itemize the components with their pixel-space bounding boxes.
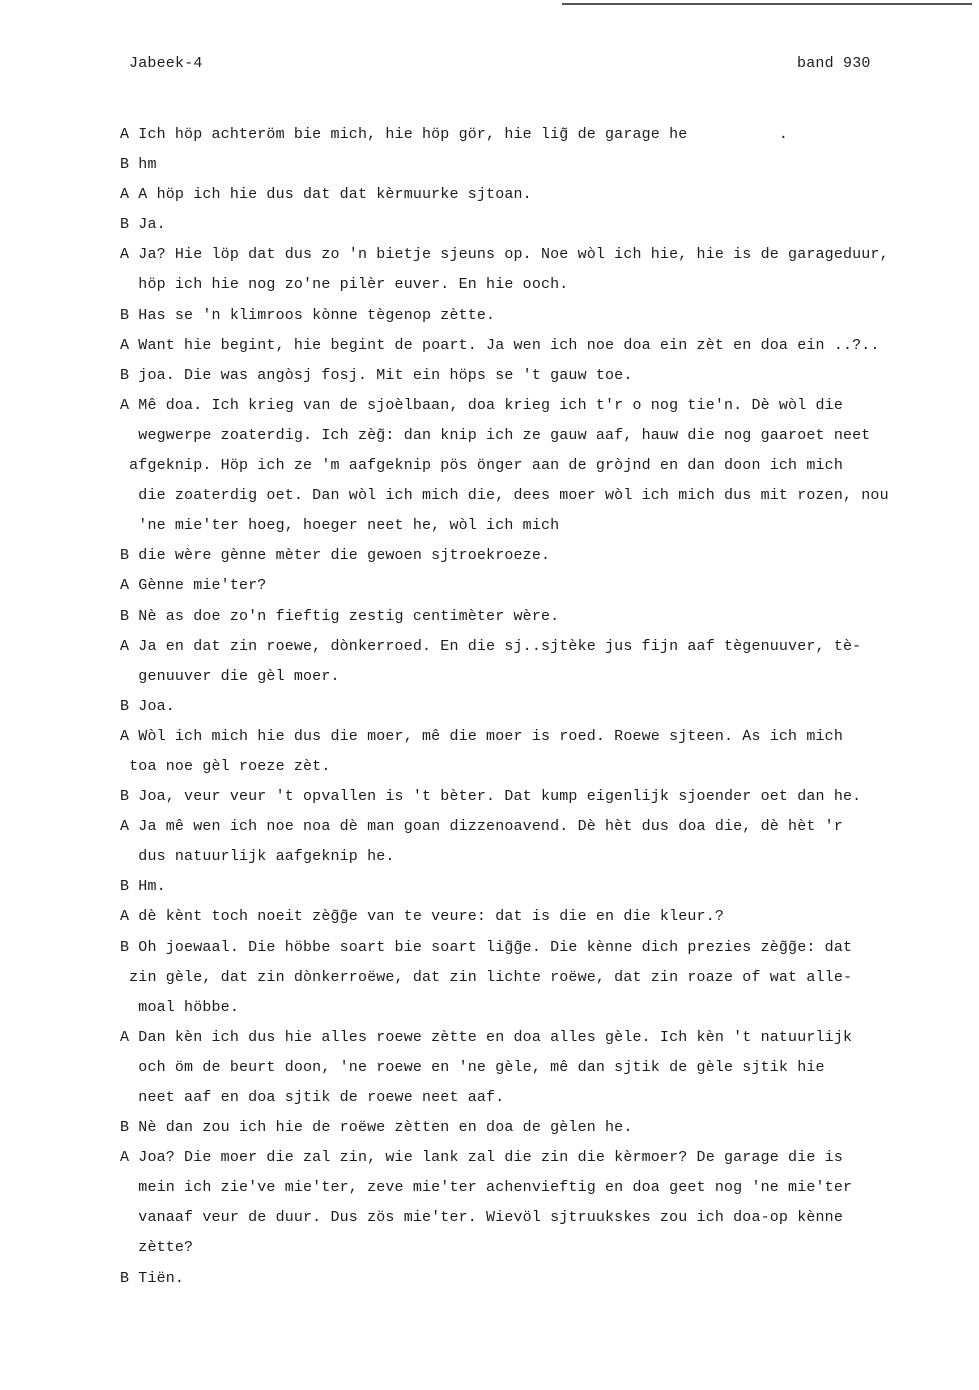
transcript-line: B joa. Die was angòsj fosj. Mit ein höps se 't gauw toe. [120, 366, 633, 384]
transcript-line: dus natuurlijk aafgeknip he. [120, 848, 395, 866]
transcript-line: B Hm. [120, 878, 166, 896]
transcript-line: zètte? [120, 1239, 194, 1257]
transcript-line: B Has se 'n klimroos kònne tègenop zètte. [120, 306, 496, 324]
document-id: Jabeek-4 [129, 55, 203, 72]
transcript-line: genuuver die gèl moer. [120, 667, 340, 685]
dialogue-transcript [120, 124, 965, 1298]
transcript-line: moal höbbe. [120, 998, 239, 1016]
top-edge-rule [562, 3, 972, 5]
transcript-line: A Ja? Hie löp dat dus zo 'n bietje sjeuns op. Noe wòl ich hie, hie is de garageduur, [120, 246, 889, 264]
transcript-line: wegwerpe zoaterdig. Ich zèg̃: dan knip ich ze gauw aaf, hauw die nog gaaroet neet [120, 426, 871, 444]
transcript-line: och öm de beurt doon, 'ne roewe en 'ne gèle, mê dan sjtik de gèle sjtik hie [120, 1058, 825, 1076]
transcript-line: mein ich zie've mie'ter, zeve mie'ter achenvieftig en doa geet nog 'ne mie'ter [120, 1179, 853, 1197]
transcript-line: A Ich höp achteröm bie mich, hie höp gör, hie lig̃ de garage he . [120, 126, 789, 143]
transcript-line: toa noe gèl roeze zèt. [120, 757, 331, 775]
transcript-line: B Oh joewaal. Die höbbe soart bie soart lig̃g̃e. Die kènne dich prezies zèg̃g̃e: dat [120, 938, 853, 956]
transcript-line: vanaaf veur de duur. Dus zös mie'ter. Wievöl sjtruukskes zou ich doa-op kènne [120, 1209, 843, 1227]
transcript-line: A Joa? Die moer die zal zin, wie lank zal die zin die kèrmoer? De garage die is [120, 1149, 843, 1167]
transcript-line: B Joa. [120, 697, 175, 715]
transcript-line: A Ja mê wen ich noe noa dè man goan dizzenoavend. Dè hèt dus doa die, dè hèt 'r [120, 818, 843, 836]
transcript-line: afgeknip. Höp ich ze 'm aafgeknip pös önger aan de gròjnd en dan doon ich mich [120, 457, 843, 475]
transcript-line: A Dan kèn ich dus hie alles roewe zètte en doa alles gèle. Ich kèn 't natuurlijk [120, 1028, 853, 1046]
transcript-line: 'ne mie'ter hoeg, hoeger neet he, wòl ich mich [120, 517, 560, 535]
transcript-line: zin gèle, dat zin dònkerroëwe, dat zin lichte roëwe, dat zin roaze of wat alle- [120, 968, 853, 986]
transcript-line: A Gènne mie'ter? [120, 577, 267, 595]
transcript-line: A Ja en dat zin roewe, dònkerroed. En die sj..sjtèke jus fijn aaf tègenuuver, tè- [120, 637, 862, 655]
transcript-line: A Want hie begint, hie begint de poart. Ja wen ich noe doa ein zèt en doa ein ..?.. [120, 336, 880, 354]
transcript-line: A Wòl ich mich hie dus die moer, mê die moer is roed. Roewe sjteen. As ich mich [120, 727, 843, 745]
transcript-line: B hm [120, 156, 157, 174]
transcript-line: B Tiën. [120, 1269, 185, 1287]
transcript-line: A Mê doa. Ich krieg van de sjoèlbaan, doa krieg ich t'r o nog tie'n. Dè wòl die [120, 396, 843, 414]
tape-number: band 930 [797, 55, 871, 72]
transcript-line: B Joa, veur veur 't opvallen is 't bèter. Dat kump eigenlijk sjoender oet dan he. [120, 788, 862, 806]
transcript-line: B Nè as doe zo'n fieftig zestig centimèter wère. [120, 607, 560, 625]
transcript-line: neet aaf en doa sjtik de roewe neet aaf. [120, 1089, 505, 1106]
transcript-line: B Nè dan zou ich hie de roëwe zètten en doa de gèlen he. [120, 1119, 633, 1137]
transcript-line: B die wère gènne mèter die gewoen sjtroekroeze. [120, 547, 551, 565]
transcript-line: B Ja. [120, 216, 166, 234]
transcript-line: A A höp ich hie dus dat dat kèrmuurke sjtoan. [120, 186, 532, 204]
transcript-line: die zoaterdig oet. Dan wòl ich mich die, dees moer wòl ich mich dus mit rozen, nou [120, 487, 889, 505]
transcript-line: höp ich hie nog zo'ne pilèr euver. En hie ooch. [120, 276, 569, 294]
transcript-line: A dè kènt toch noeit zèg̃g̃e van te veure: dat is die en die kleur.? [120, 908, 724, 926]
